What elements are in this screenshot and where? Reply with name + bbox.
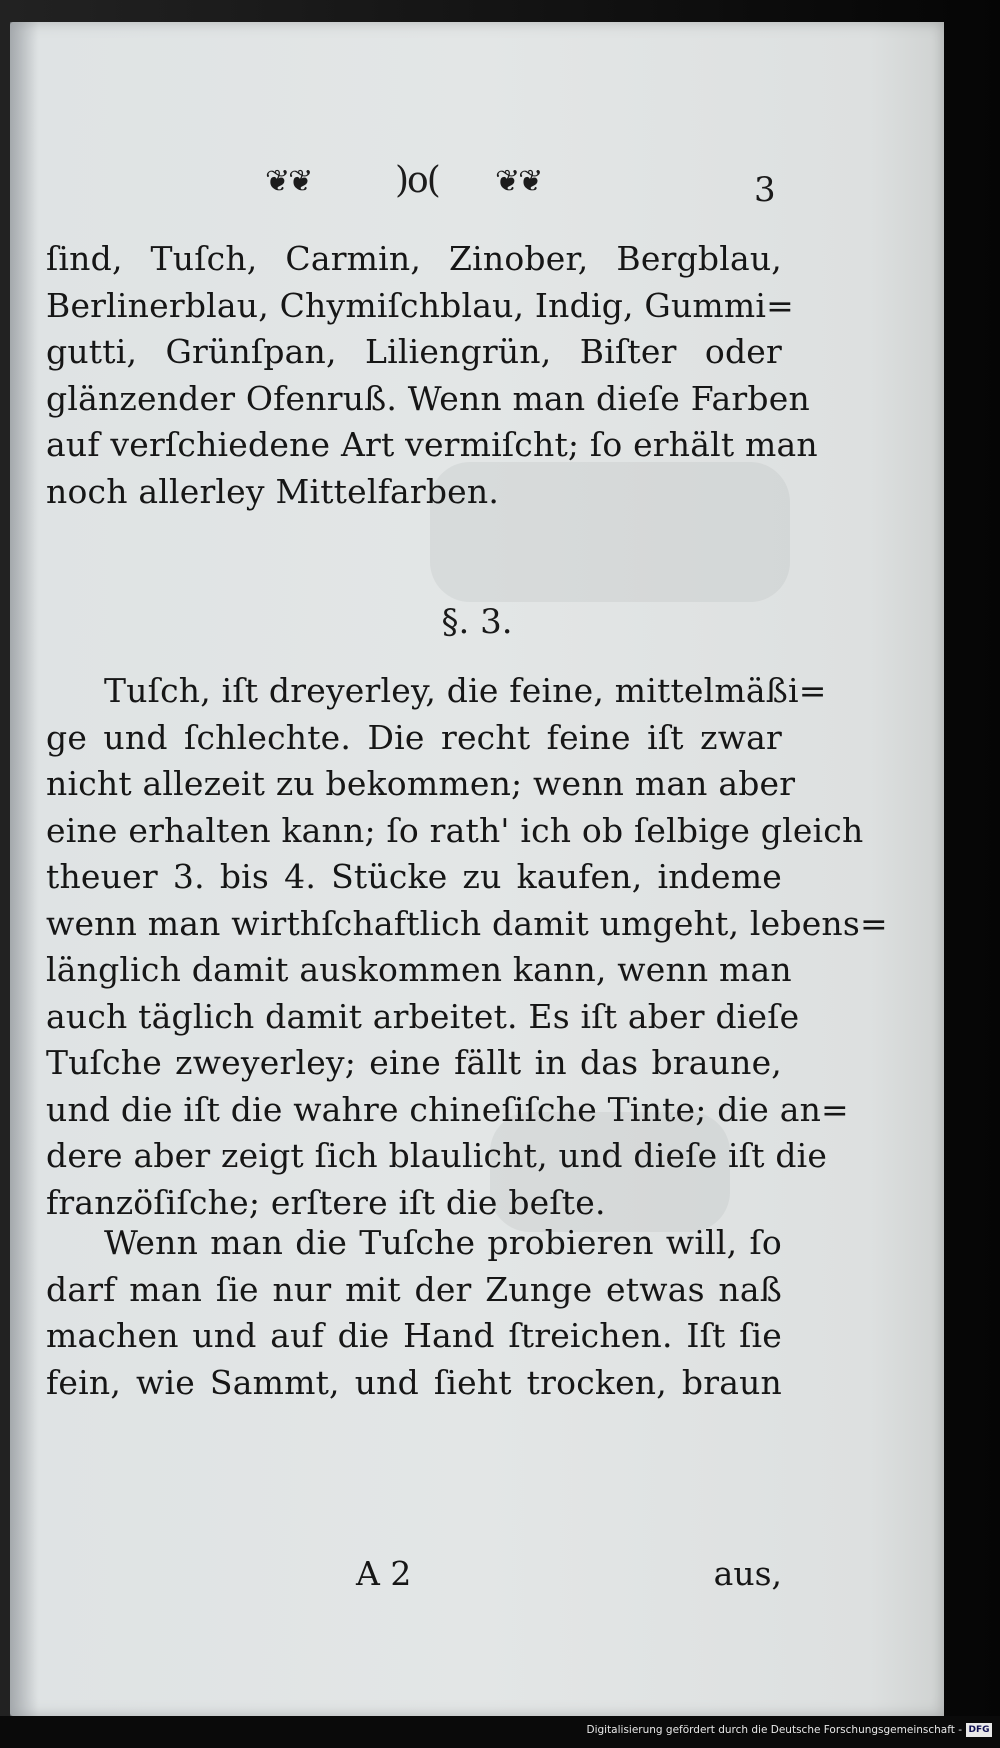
text-line: glänzender Ofenruß. Wenn man dieſe Farben bbox=[46, 378, 810, 418]
credit-text: Digitalisierung gefördert durch die Deutsche Forschungsgemeinschaft - bbox=[586, 1724, 962, 1736]
text-line: dere aber zeigt ſich blaulicht, und dieſe iſt die bbox=[46, 1136, 828, 1175]
paragraph-2 bbox=[46, 668, 888, 1226]
paragraph-1 bbox=[46, 236, 818, 515]
text-line: Berlinerblau, Chymiſchblau, Indig, Gummi= bbox=[46, 285, 795, 325]
text-line: auf verſchiedene Art vermiſcht; ſo erhält man bbox=[46, 425, 818, 464]
text-line: Tuſch, iſt dreyerley, die feine, mittelmäßi= bbox=[104, 671, 827, 710]
text-line: länglich damit auskommen kann, wenn man bbox=[46, 950, 792, 989]
text-line: nicht allezeit zu bekommen; wenn man aber bbox=[46, 764, 796, 803]
credit-bar bbox=[0, 1716, 1000, 1748]
running-header bbox=[10, 160, 944, 220]
page-footer bbox=[46, 1554, 782, 1600]
text-line: eine erhalten kann; ſo rath' ich ob ſelbige gleich bbox=[46, 810, 864, 850]
text-line: fein, wie Sammt, und ſieht trocken, braun bbox=[46, 1362, 782, 1402]
fleuron-right-icon: ❦❦ bbox=[495, 164, 542, 199]
gutter-shadow bbox=[10, 22, 38, 1716]
text-line: Tuſche zweyerley; eine fällt in das braune, bbox=[46, 1043, 782, 1082]
text-line: ſind, Tuſch, Carmin, Zinober, Bergblau, bbox=[46, 239, 782, 278]
ornament-center: )o( bbox=[395, 160, 439, 201]
text-line: und die iſt die wahre chineſiſche Tinte; die an= bbox=[46, 1089, 849, 1129]
section-heading: §. 3. bbox=[441, 602, 513, 642]
fleuron-left-icon: ❦❦ bbox=[265, 164, 312, 199]
text-line: noch allerley Mittelfarben. bbox=[46, 471, 500, 511]
signature-mark: A 2 bbox=[356, 1554, 412, 1593]
header-ornament bbox=[265, 160, 595, 210]
text-line: darf man ſie nur mit der Zunge etwas naß bbox=[46, 1269, 782, 1309]
dfg-logo-icon: DFG bbox=[966, 1723, 992, 1737]
text-line: ge und ſchlechte. Die recht feine iſt zwar bbox=[46, 717, 782, 757]
page-number: 3 bbox=[754, 170, 776, 210]
text-line: franzöſiſche; erſtere iſt die beſte. bbox=[46, 1182, 606, 1222]
text-line: theuer 3. bis 4. Stücke zu kaufen, indeme bbox=[46, 857, 782, 896]
catchword: aus, bbox=[713, 1554, 782, 1593]
book-page bbox=[10, 22, 944, 1716]
text-line: machen und auf die Hand ſtreichen. Iſt ſie bbox=[46, 1316, 782, 1355]
text-line: gutti, Grünſpan, Liliengrün, Biſter oder bbox=[46, 332, 782, 371]
paragraph-3 bbox=[46, 1220, 782, 1406]
text-line: wenn man wirthſchaftlich damit umgeht, lebens= bbox=[46, 903, 888, 943]
text-line: auch täglich damit arbeitet. Es iſt aber dieſe bbox=[46, 996, 800, 1036]
text-line: Wenn man die Tuſche probieren will, ſo bbox=[104, 1223, 782, 1262]
